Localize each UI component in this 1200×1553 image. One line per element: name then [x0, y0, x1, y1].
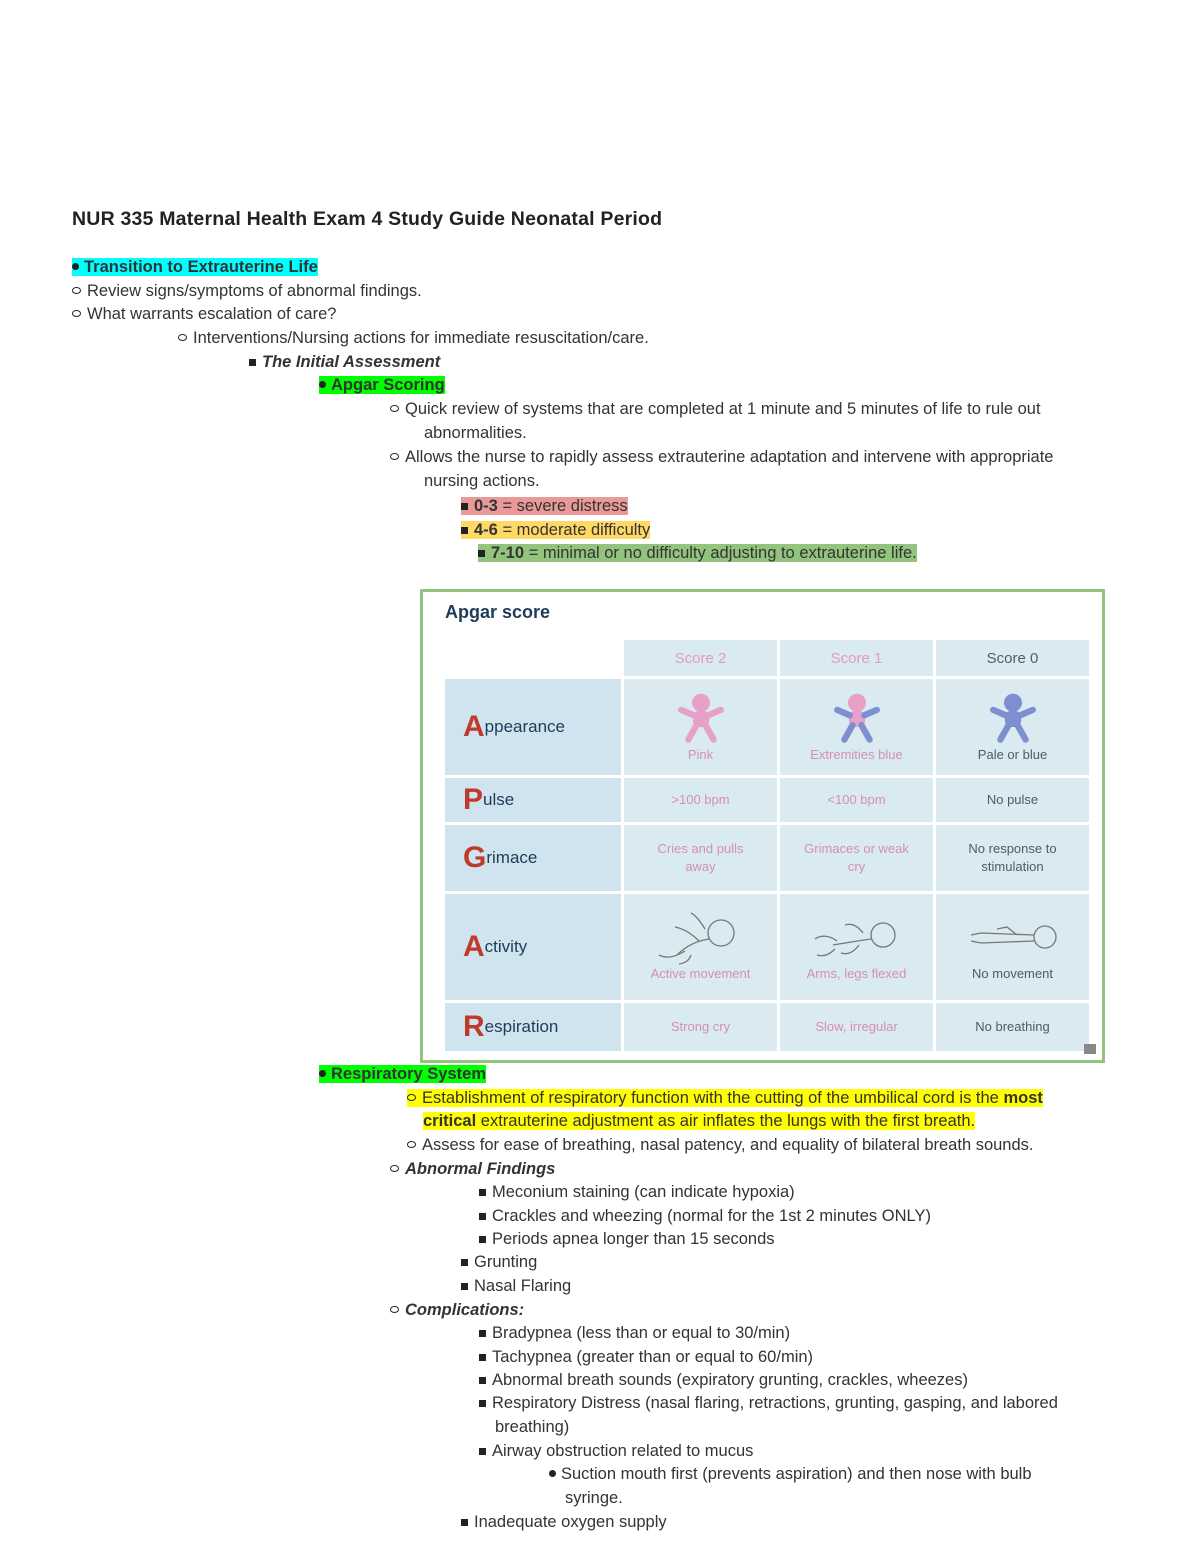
apgar-header-cell — [624, 640, 777, 676]
baby-figure-icon — [986, 690, 1040, 746]
apgar-cell-text: Pink — [687, 747, 714, 762]
apgar-cell-text: Slow, irregular — [815, 1019, 898, 1034]
apgar-row-initial: A — [463, 930, 485, 963]
apgar-cell — [780, 778, 933, 822]
list-item-continuation: nursing actions. — [424, 472, 540, 490]
bullet-square-icon — [461, 1259, 468, 1266]
bullet-dot-icon — [72, 263, 79, 270]
bullet-square-icon — [479, 1213, 486, 1220]
score-range-minimal: 7-10 = minimal or no difficulty adjusting to extrauterine life. — [478, 542, 917, 564]
bullet-square-icon — [479, 1448, 486, 1455]
apgar-cell — [624, 778, 777, 822]
apgar-cell-text: Arms, legs flexed — [806, 966, 907, 981]
list-item: Abnormal breath sounds (expiratory grunting, crackles, wheezes) — [479, 1369, 968, 1391]
apgar-cell-text: Cries and pulls away — [657, 841, 744, 874]
bullet-square-icon — [478, 550, 485, 557]
apgar-row-header — [445, 679, 621, 775]
apgar-cell — [624, 679, 777, 775]
apgar-cell — [936, 1003, 1089, 1051]
apgar-cell-text: Extremities blue — [810, 747, 903, 762]
apgar-row-initial: R — [463, 1010, 485, 1043]
heading-complications: Complications: — [390, 1299, 524, 1321]
apgar-row-label: ulse — [483, 790, 515, 809]
apgar-cell — [624, 894, 777, 1000]
bullet-dot-icon — [319, 381, 326, 388]
apgar-cell-text: No breathing — [975, 1019, 1050, 1034]
apgar-cell-text: No movement — [972, 966, 1053, 981]
infant-activity-sketch-icon — [967, 911, 1059, 965]
list-item: Tachypnea (greater than or equal to 60/min) — [479, 1346, 813, 1368]
list-item: Nasal Flaring — [461, 1275, 571, 1297]
heading-respiratory: Respiratory System — [319, 1063, 486, 1085]
list-item: Assess for ease of breathing, nasal patency, and equality of bilateral breath sounds. — [407, 1134, 1034, 1156]
bullet-square-icon — [479, 1189, 486, 1196]
bullet-circle-icon — [178, 334, 187, 341]
list-item: Allows the nurse to rapidly assess extrauterine adaptation and intervene with appropriate — [390, 446, 1053, 468]
bullet-square-icon — [479, 1400, 486, 1407]
apgar-cell — [936, 679, 1089, 775]
list-item-continuation: abnormalities. — [424, 424, 527, 442]
bullet-square-icon — [479, 1330, 486, 1337]
apgar-figure-title: Apgar score — [445, 602, 551, 622]
list-item: Inadequate oxygen supply — [461, 1511, 667, 1533]
apgar-cell — [936, 894, 1089, 1000]
bullet-square-icon — [479, 1354, 486, 1361]
apgar-cell-text: Strong cry — [670, 1019, 731, 1034]
apgar-score-figure — [420, 589, 1105, 1063]
bullet-dot-icon — [549, 1470, 556, 1477]
bullet-circle-icon — [72, 287, 81, 294]
bullet-square-icon — [479, 1377, 486, 1384]
apgar-row-header — [445, 894, 621, 1000]
bullet-square-icon — [479, 1236, 486, 1243]
apgar-cell — [780, 1003, 933, 1051]
list-item: Review signs/symptoms of abnormal findings. — [72, 280, 422, 302]
list-item-continuation: syringe. — [565, 1489, 623, 1507]
list-item: Periods apnea longer than 15 seconds — [479, 1228, 775, 1250]
apgar-row-initial: A — [463, 710, 485, 743]
list-item: What warrants escalation of care? — [72, 303, 336, 325]
apgar-row-label: ppearance — [484, 717, 566, 736]
bullet-circle-icon — [390, 1306, 399, 1313]
apgar-cell-text: No response to stimulation — [968, 841, 1057, 874]
bullet-circle-icon — [390, 405, 399, 412]
apgar-cell — [780, 894, 933, 1000]
list-item: Suction mouth first (prevents aspiration) and then nose with bulb — [549, 1463, 1032, 1485]
apgar-row-header — [445, 825, 621, 891]
score-range-moderate: 4-6 = moderate difficulty — [461, 519, 650, 541]
heading-abnormal-findings: Abnormal Findings — [390, 1158, 555, 1180]
apgar-cell — [624, 825, 777, 891]
apgar-column-header: Score 0 — [986, 649, 1039, 667]
apgar-cell-text: <100 bpm — [827, 792, 886, 807]
expand-icon — [1084, 1044, 1096, 1054]
list-item: Airway obstruction related to mucus — [479, 1440, 753, 1462]
list-item: Interventions/Nursing actions for immediate resuscitation/care. — [178, 327, 649, 349]
apgar-column-header: Score 2 — [674, 649, 727, 667]
list-item: Respiratory Distress (nasal flaring, retractions, grunting, gasping, and labored — [479, 1392, 1058, 1414]
infant-activity-sketch-icon — [811, 911, 903, 965]
apgar-header-cell — [780, 640, 933, 676]
apgar-row-initial: G — [463, 841, 487, 874]
apgar-row-label: espiration — [484, 1017, 559, 1036]
apgar-cell-text: Active movement — [650, 966, 751, 981]
apgar-cell-text: Grimaces or weak cry — [804, 841, 909, 874]
apgar-cell — [780, 825, 933, 891]
list-item: Bradypnea (less than or equal to 30/min) — [479, 1322, 790, 1344]
list-item: Establishment of respiratory function with the cutting of the umbilical cord is the most — [407, 1087, 1043, 1109]
baby-figure-icon — [830, 690, 884, 746]
heading-initial-assessment: The Initial Assessment — [249, 351, 440, 373]
apgar-row-header — [445, 1003, 621, 1051]
apgar-row-label: ctivity — [484, 937, 528, 956]
apgar-cell-text: No pulse — [986, 792, 1039, 807]
list-item: Grunting — [461, 1251, 537, 1273]
infant-activity-sketch-icon — [655, 911, 747, 965]
bullet-square-icon — [461, 527, 468, 534]
bullet-square-icon — [249, 359, 256, 366]
apgar-cell — [780, 679, 933, 775]
baby-figure-icon — [674, 690, 728, 746]
list-item-continuation: breathing) — [495, 1418, 570, 1436]
apgar-row-label: rimace — [486, 848, 538, 867]
bullet-circle-icon — [390, 453, 399, 460]
list-item: Quick review of systems that are completed at 1 minute and 5 minutes of life to rule out — [390, 398, 1041, 420]
heading-transition: Transition to Extrauterine Life — [72, 256, 318, 278]
apgar-cell-text: >100 bpm — [671, 792, 730, 807]
bullet-dot-icon — [319, 1070, 326, 1077]
bullet-circle-icon — [72, 310, 81, 317]
bullet-square-icon — [461, 1519, 468, 1526]
list-item: Meconium staining (can indicate hypoxia) — [479, 1181, 795, 1203]
bullet-circle-icon — [407, 1094, 416, 1101]
apgar-cell-text: Pale or blue — [977, 747, 1048, 762]
bullet-square-icon — [461, 503, 468, 510]
page-title: NUR 335 Maternal Health Exam 4 Study Guide Neonatal Period — [72, 208, 663, 230]
apgar-row-header — [445, 778, 621, 822]
apgar-cell — [936, 778, 1089, 822]
apgar-header-cell — [936, 640, 1089, 676]
list-item: Crackles and wheezing (normal for the 1st 2 minutes ONLY) — [479, 1205, 931, 1227]
apgar-cell — [624, 1003, 777, 1051]
apgar-cell — [936, 825, 1089, 891]
list-item-continuation: critical extrauterine adjustment as air inflates the lungs with the first breath. — [423, 1112, 976, 1130]
bullet-circle-icon — [407, 1141, 416, 1148]
bullet-square-icon — [461, 1283, 468, 1290]
score-range-severe: 0-3 = severe distress — [461, 495, 628, 517]
apgar-row-initial: P — [463, 783, 484, 816]
heading-apgar: Apgar Scoring — [319, 374, 445, 396]
apgar-column-header: Score 1 — [830, 649, 883, 667]
bullet-circle-icon — [390, 1165, 399, 1172]
